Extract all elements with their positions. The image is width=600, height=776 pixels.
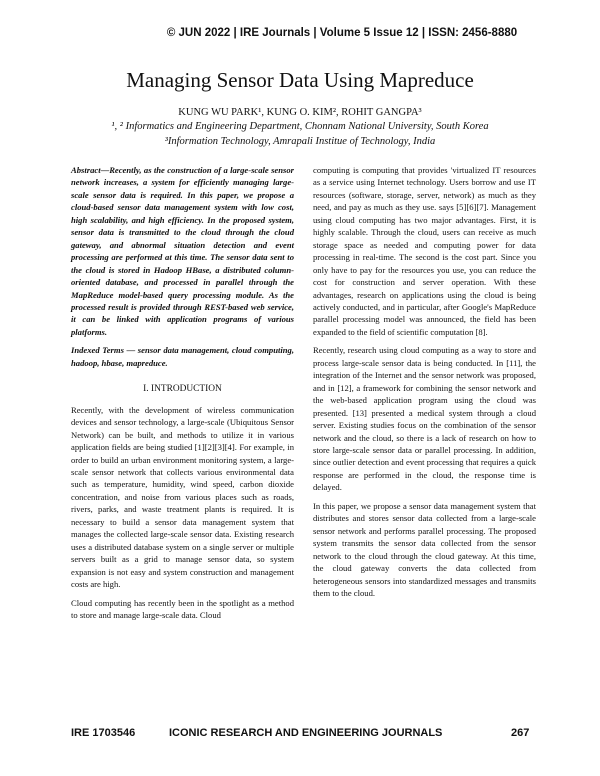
abstract: Abstract—Recently, as the construction of a large-scale sensor network increases, a system for efficiently managing large-scale sensor data is required. In this paper, we propose a cloud-based sensor data management system with low cost, high scalability, and high efficiency. In the proposed system, sensor data is transmitted to the cloud through the cloud gateway, and abnormal situation detection and event processing are performed at this time. The sensor data sent to the cloud is stored in Hadoop HBase, a distributed column-oriented database, and processed in parallel through the MapReduce model-based query processing module. As the processed result is provided through REST-based web service, it can be linked with application programs of various platforms. bbox=[71, 165, 294, 337]
affiliation-2: ³Information Technology, Amrapali Institue of Technology, India bbox=[164, 136, 436, 147]
journal-header bbox=[0, 27, 600, 39]
section-heading-introduction: I. INTRODUCTION bbox=[143, 384, 222, 395]
index-terms: Indexed Terms — sensor data management, cloud computing, hadoop, hbase, mapreduce. bbox=[71, 345, 294, 368]
intro-paragraph-1: Recently, with the development of wireless communication devices and sensor technology, a large-scale (Ubiquitous Sensor Network) can be built, and methods to utilize it in various application fields are being studied [1][2][3][4]. For example, in order to build an urban environment monitoring system, a large-scale sensor network that collects various environmental data such as temperature, humidity, wind speed, carbon dioxide concentration, and noise from various places such as roads, rivers, parks, and waste treatment plants is required. It is necessary to build a sensor data management system that manages the collected large-scale sensor data. Existing research uses a distributed database system on a single server or multiple servers built as a grid to manage sensor data, so system expansion is not easy and system construction and management costs are high. bbox=[71, 404, 294, 590]
paper-title: Managing Sensor Data Using Mapreduce bbox=[126, 68, 474, 92]
affiliation-1: ¹, ² Informatics and Engineering Department, Chonnam National University, South Korea bbox=[111, 121, 489, 132]
page-number: 267 bbox=[511, 727, 530, 739]
right-paragraph-1: computing is computing that provides 'virtualized IT resources as a service using Internet technology. Users borrow and use IT resources (software, storage, server, network) as much as they need, and pay as much as they use. says [5][6][7]. Management using cloud computing has two major advantages. First, it is highly scalable. Through the cloud, users can receive as much storage space as needed and computing power for data processing in real-time. The second is the cost part. Since you only have to pay for the resources you use, you can reduce the cost for construction and server operation. With these advantages, research on applications using the cloud is being actively conducted, and in particular, after Google's MapReduce parallel processing model was announced, the field has been expanded to the field of scientific computation [8]. bbox=[313, 165, 536, 337]
right-paragraph-2: Recently, research using cloud computing as a way to store and process large-scale sensor data is being conducted. In [11], the integration of the Internet and the sensor network was proposed, and in [12], a framework for combining the sensor network and the web-based application program using the cloud was presented. [13] presented a medical system through a cloud server. Existing studies focus on the combination of the sensor network and the cloud, so there is a lack of research on how to store large-scale sensor data or parallel processing. In addition, since outlier detection and event processing that requires a quick response are performed in the cloud, the response time is delayed. bbox=[313, 345, 536, 493]
paper-authors: KUNG WU PARK¹, KUNG O. KIM², ROHIT GANGPA³ bbox=[178, 107, 422, 118]
right-paragraph-3: In this paper, we propose a sensor data management system that distributes and stores sensor data collected from a large-scale sensor network and performs parallel processing. The proposed system transmits the sensor data collected from the sensor network to the cloud through the cloud gateway. At this time, the cloud gateway converts the data collected from heterogeneous sensors into standardized messages and transmits them to the cloud. bbox=[313, 500, 536, 598]
left-column bbox=[71, 164, 294, 627]
intro-paragraph-2: Cloud computing has recently been in the spotlight as a method to store and manage large-scale data. Cloud bbox=[71, 597, 294, 620]
footer-journal-name: ICONIC RESEARCH AND ENGINEERING JOURNALS bbox=[169, 727, 443, 739]
journal-header-text: © JUN 2022 | IRE Journals | Volume 5 Issue 12 | ISSN: 2456-8880 bbox=[166, 27, 518, 39]
page-footer bbox=[0, 727, 600, 743]
footer-id: IRE 1703546 bbox=[71, 727, 136, 739]
right-column bbox=[313, 164, 536, 605]
